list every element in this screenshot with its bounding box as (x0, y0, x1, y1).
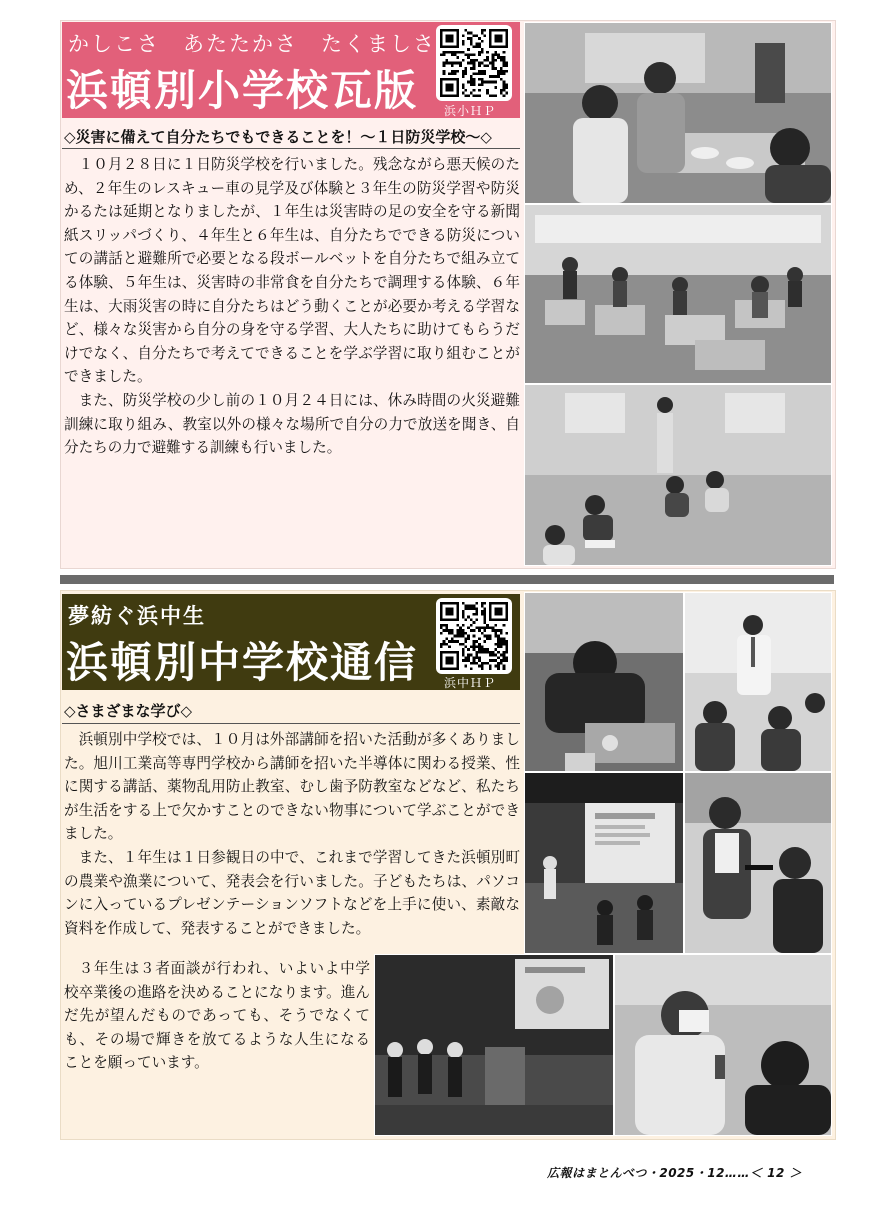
elementary-title: 浜頓別小学校瓦版 (66, 66, 419, 115)
elementary-qr-caption: 浜小ＨＰ (444, 104, 497, 118)
elementary-article (64, 153, 520, 460)
photo-cooking-emergency-food (524, 22, 832, 204)
elementary-slogan: かしこさ あたたかさ たくましさ (68, 32, 436, 56)
photo-disaster-lecture (524, 384, 832, 566)
page-footer: 広報はまとんべつ・2025・12……＜ 12 ＞ (547, 1166, 802, 1180)
junior-high-paragraph-2: また、１年生は１日参観日の中で、これまで学習してきた浜頓別町の農業や漁業について、発表会を行いました。子どもたちは、パソコンに入っているプレゼンテーションソフトなどを上手に使い、素敵な資料を作成して、発表することができました。 (64, 848, 520, 937)
junior-high-paragraph-3: ３年生は３者面談が行われ、いよいよ中学校卒業後の進路を決めることになります。進んだ先が望んだものであっても、そうでなくても、その場で輝きを放てるような人生になることを願っています。 (64, 960, 370, 1072)
photo-presentation-slides (524, 772, 684, 954)
junior-high-headline: ◇さまざまな学び◇ (64, 702, 193, 720)
junior-high-banner (62, 594, 520, 690)
headline-rule (62, 723, 520, 724)
qr-code-icon[interactable] (436, 598, 512, 674)
junior-high-qr-caption: 浜中ＨＰ (444, 676, 497, 690)
photo-cardboard-bed-assembly (524, 204, 832, 384)
photo-agriculture-fishery-presentation (374, 954, 614, 1136)
junior-high-article-bottom (64, 957, 370, 1075)
elementary-paragraph-2: また、防災学校の少し前の１０月２４日には、休み時間の火災避難訓練に取り組み、教室以外の様々な場所で自分の力で放送を聞き、自分たちの力で避難する訓練も行いました。 (64, 391, 520, 457)
photo-semiconductor-class (524, 592, 684, 772)
photo-dental-checkup (614, 954, 832, 1136)
elementary-headline: ◇災害に備えて自分たちでもできることを！～１日防災学校～◇ (64, 128, 492, 146)
photo-guest-lecture (684, 592, 832, 772)
junior-high-article-top (64, 728, 520, 940)
qr-code-icon[interactable] (436, 25, 512, 101)
elementary-banner (62, 22, 520, 118)
elementary-paragraph-1: １０月２８日に１日防災学校を行いました。残念ながら悪天候のため、２年生のレスキュー車の見学及び体験と３年生の防災学習や防災かるたは延期となりましたが、１年生は災害時の足の安全を守る新聞紙スリッパづくり、４年生と６年生は、自分たちでできる防災についての講話と避難所で必要となる段ボールベットを自分たちで組み立てる体験、５年生は、災害時の非常食を自分たちで調理する体験、６年生は、大雨災害の時に自分たちはどう動くことが必要か考える学習など、様々な災害から自分の身を守る学習、大人たちに助けてもらうだけでなく、自分たちで考えてできることを学ぶ学習に取り組むことができました。 (64, 156, 520, 386)
junior-high-paragraph-1: 浜頓別中学校では、１０月は外部講師を招いた活動が多くありました。旭川工業高等専門学校から講師を招いた半導体に関わる授業、性に関する講話、薬物乱用防止教室、むし歯予防教室などなど、私たちが生活をする上で欠かすことのできない物事について学ぶことができました。 (64, 731, 520, 843)
photo-students-with-microphone (684, 772, 832, 954)
headline-rule (62, 148, 520, 149)
section-divider (60, 575, 834, 584)
junior-high-slogan: 夢紡ぐ浜中生 (68, 604, 206, 628)
junior-high-title: 浜頓別中学校通信 (66, 638, 419, 687)
